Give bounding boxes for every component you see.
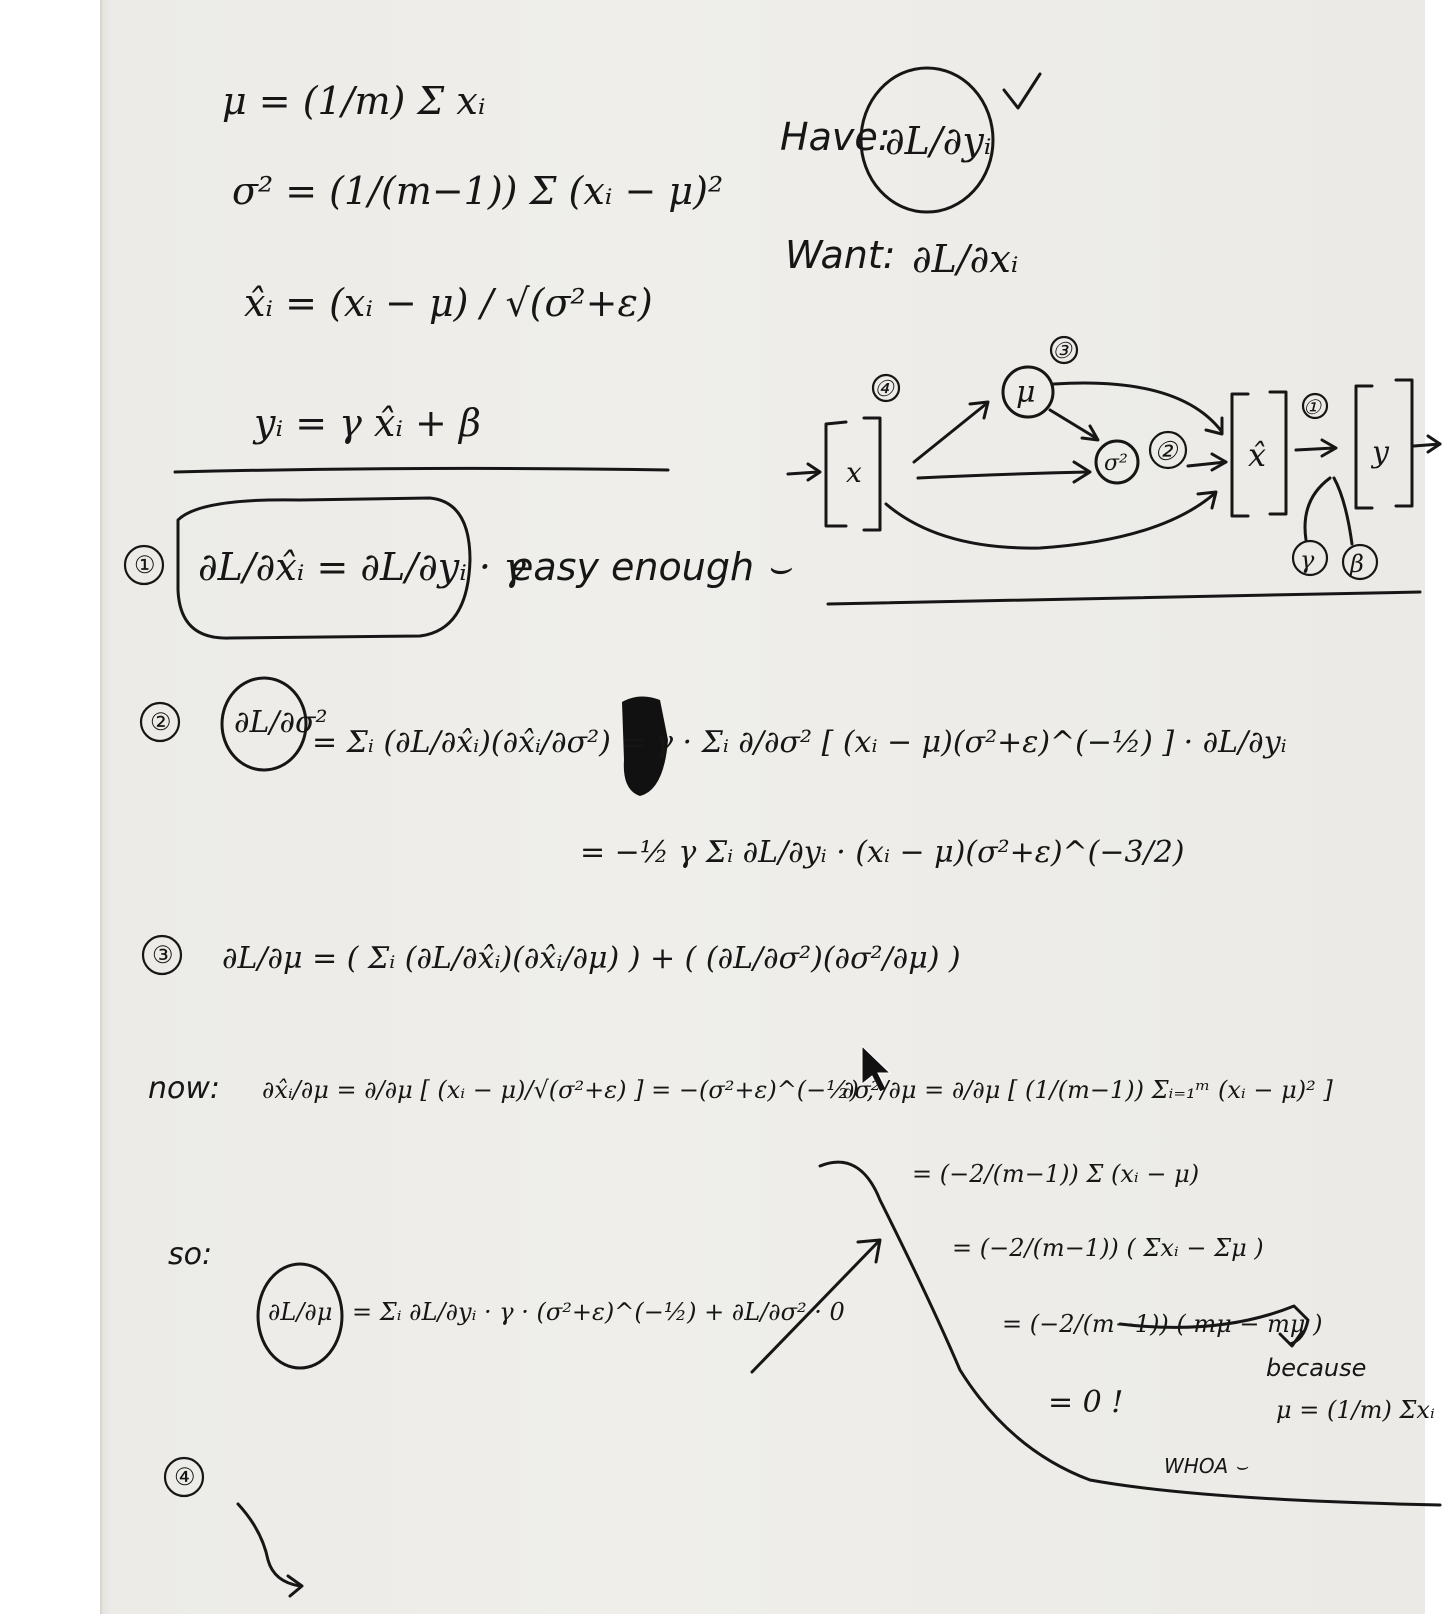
step1-expr: ∂L/∂x̂ᵢ = ∂L/∂yᵢ · γ	[198, 545, 526, 589]
bracket-xhat-left	[1232, 394, 1248, 516]
derivation-line-3: = (−2/(m−1)) ( mμ − mμ )	[1002, 1310, 1323, 1338]
definition-variance: σ² = (1/(m−1)) Σ (xᵢ − μ)²	[232, 169, 724, 213]
arrow-mu-sigma	[1050, 410, 1096, 438]
graph-step3-marker: ③	[1052, 339, 1072, 364]
arrow-mu-xhat-head	[1206, 418, 1222, 434]
now-expr1: ∂x̂ᵢ/∂μ = ∂/∂μ [ (xᵢ − μ)/√(σ²+ε) ] = −(σ²+ε)^(−½) ,	[262, 1076, 875, 1104]
step4-arrow	[238, 1504, 300, 1586]
so-label: so:	[168, 1237, 213, 1272]
have-label: Have:	[780, 115, 891, 159]
step2-line1: = Σᵢ (∂L/∂x̂ᵢ)(∂x̂ᵢ/∂σ²) = γ · Σᵢ ∂/∂σ² [ (xᵢ − μ)(σ²+ε)^(−½) ] · ∂L/∂yᵢ	[312, 725, 1287, 760]
have-expr: ∂L/∂yᵢ	[885, 119, 992, 163]
graph-step4-marker: ④	[874, 377, 894, 402]
step4-number: ④	[174, 1463, 196, 1491]
whoa-note: WHOA ⌣	[1164, 1454, 1248, 1478]
bracket-x-left	[826, 422, 846, 526]
definition-mu: μ = (1/m) Σ xᵢ	[222, 79, 486, 123]
bracket-y-right	[1396, 380, 1412, 506]
arrow-mu-xhat	[1054, 383, 1222, 432]
step2-line2: = −½ γ Σᵢ ∂L/∂yᵢ · (xᵢ − μ)(σ²+ε)^(−3/2)	[580, 835, 1185, 870]
separator-line	[175, 468, 668, 472]
arrow-beta-y	[1334, 478, 1352, 544]
derivation-line-2: = (−2/(m−1)) ( Σxᵢ − Σμ )	[952, 1234, 1264, 1262]
want-expr: ∂L/∂xᵢ	[912, 237, 1019, 281]
node-x-label: x	[846, 456, 862, 489]
graph-step2-marker: ②	[1154, 437, 1178, 467]
node-xhat-label: x̂	[1248, 436, 1267, 474]
step2-number: ②	[150, 708, 172, 736]
want-label: Want:	[785, 233, 896, 277]
step2-lhs: ∂L/∂σ²	[234, 705, 328, 740]
step1-comment: easy enough ⌣	[510, 545, 792, 589]
step3-number: ③	[152, 941, 174, 969]
bracket-x-right	[864, 418, 880, 530]
arrow-in	[788, 472, 818, 474]
node-beta-label: β	[1350, 550, 1364, 578]
bracket-xhat-right	[1270, 392, 1286, 514]
node-mu-label: μ	[1016, 375, 1036, 410]
because-label: because	[1266, 1354, 1367, 1382]
derivation-line-1: = (−2/(m−1)) Σ (xᵢ − μ)	[912, 1160, 1200, 1188]
arrow-x-xhat	[886, 494, 1214, 548]
arrow-gamma-y	[1305, 478, 1330, 540]
step1-number: ①	[134, 551, 156, 579]
now-label: now:	[148, 1071, 221, 1106]
step3-expr: ∂L/∂μ = ( Σᵢ (∂L/∂x̂ᵢ)(∂x̂ᵢ/∂μ) ) + ( (∂L/∂σ²)(∂σ²/∂μ) )	[222, 941, 961, 976]
derivation-line-4: = 0 !	[1048, 1385, 1124, 1420]
because-expr: μ = (1/m) Σxᵢ	[1276, 1396, 1435, 1424]
graph-step1-marker: ①	[1303, 395, 1321, 419]
check-mark-icon	[1004, 74, 1040, 108]
bracket-y-left	[1356, 386, 1372, 508]
separator-line-graph	[828, 592, 1420, 604]
arrow-xhat-y	[1296, 448, 1334, 450]
node-gamma-label: γ	[1300, 546, 1315, 574]
result-lhs: ∂L/∂μ	[268, 1298, 333, 1326]
result-rhs: = Σᵢ ∂L/∂yᵢ · γ · (σ²+ε)^(−½) + ∂L/∂σ² · 0	[352, 1298, 845, 1326]
definition-xhat: x̂ᵢ = (xᵢ − μ) / √(σ²+ε)	[244, 281, 653, 325]
now-expr2: ∂σ²/∂μ = ∂/∂μ [ (1/(m−1)) Σᵢ₌₁ᵐ (xᵢ − μ)² ]	[842, 1076, 1333, 1104]
arrow-x-sigma	[918, 472, 1088, 478]
node-y-label: y	[1372, 435, 1389, 470]
arrow-x-mu	[914, 404, 986, 462]
definition-y: yᵢ = γ x̂ᵢ + β	[254, 401, 481, 445]
node-sigma-label: σ²	[1104, 451, 1128, 476]
